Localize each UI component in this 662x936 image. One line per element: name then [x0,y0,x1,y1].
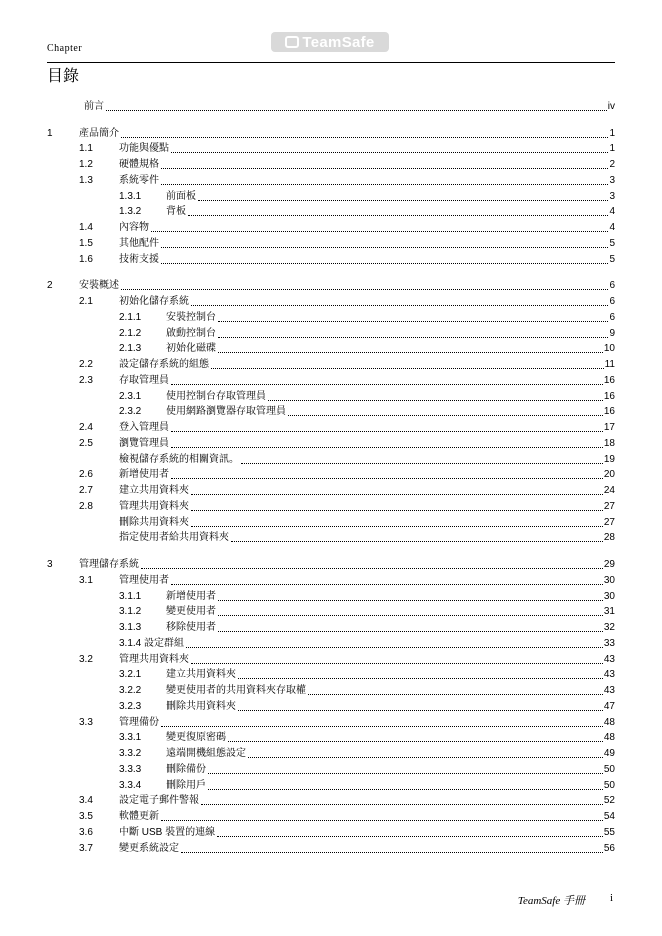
toc-entry[interactable] [47,587,615,603]
toc-entry-label: 管理共用資料夾 [119,653,189,665]
toc-entry-page: 48 [603,716,615,728]
toc-entry-number: 1.1 [79,143,93,155]
toc-entry-number: 3.3.1 [119,732,142,744]
toc-entry-label: 指定使用者給共用資料夾 [119,532,229,544]
toc-entry-page: 16 [603,406,615,418]
toc-dot-leader [161,184,608,185]
toc-entry-page: 5 [609,253,615,265]
toc-entry[interactable] [47,697,615,713]
toc-dot-leader [188,215,608,216]
toc-dot-leader [171,431,603,432]
toc-entry-page: 56 [603,842,615,854]
toc-dot-leader [161,820,603,821]
toc-entry-page: 1 [609,127,615,139]
toc-entry-number: 3.1.2 [119,606,142,618]
toc-entry-label: 初始化儲存系統 [119,296,189,307]
toc-entry-number: 3.2.3 [119,700,142,712]
toc-entry-number: 2.1 [79,296,93,307]
toc-dot-leader [161,726,603,727]
toc-entry-label: 刪除共用資料夾 [166,700,236,712]
toc-entry-number: 2.2 [79,359,93,370]
toc-dot-leader [218,631,603,632]
toc-entry-page: 29 [603,559,615,570]
toc-entry-label: 前面板 [166,190,196,202]
toc-entry-number: 2.3.2 [119,406,142,418]
toc-entry-page: 55 [603,826,615,838]
toc-entry-label: 建立共用資料夾 [166,669,236,681]
toc-dot-leader [208,789,603,790]
toc-entry[interactable] [47,355,615,371]
toc-entry[interactable] [47,277,615,293]
toc-entry-page: 3 [609,174,615,186]
toc-entry-number: 2.1.2 [119,327,142,339]
toc-entry[interactable] [47,529,615,545]
toc-entry-page: 54 [603,811,615,822]
toc-entry-page: 28 [603,532,615,544]
toc-dot-leader [191,663,603,664]
toc-entry-number: 1.2 [79,159,93,170]
toc-dot-leader [218,600,603,601]
toc-entry-label: 刪除備份 [166,763,206,775]
toc-entry-number: 3.3.2 [119,748,142,759]
toc-entry-label: 管理儲存系統 [79,559,139,570]
toc-dot-leader [141,568,603,569]
toc-entry[interactable] [47,250,615,266]
toc-dot-leader [191,510,603,511]
toc-entry-number: 2.3 [79,374,93,386]
toc-entry-label: 使用網路瀏覽器存取管理員 [166,406,286,418]
page-title: 目錄 [47,68,80,85]
toc-dot-leader [217,836,603,837]
toc-entry-label: 瀏覽管理員 [119,437,169,449]
toc-dot-leader [238,710,603,711]
toc-entry-label: 使用控制台存取管理員 [166,390,266,402]
toc-dot-leader [228,741,603,742]
toc-entry-label: 背板 [166,206,186,218]
toc-entry[interactable] [47,203,615,219]
toc-entry[interactable] [47,418,615,434]
toc-entry-page: 50 [603,779,615,791]
toc-entry[interactable] [47,371,615,387]
toc-entry[interactable] [47,324,615,340]
toc-entry[interactable] [47,792,615,808]
toc-entry-label: 軟體更新 [119,811,159,822]
toc-entry-page: 18 [603,437,615,449]
toc-entry-number: 2.5 [79,437,93,449]
toc-entry-label: 變更復原密碼 [166,732,226,744]
toc-entry-number: 2 [47,280,53,292]
toc-entry-page: 1 [609,143,615,155]
toc-dot-leader [171,584,603,585]
toc-entry-label: 中斷 USB 裝置的連線 [119,826,216,838]
chapter-label: Chapter [47,43,83,54]
toc-entry[interactable] [47,140,615,156]
toc-entry-page: 43 [603,669,615,681]
toc-entry-page: 2 [609,159,615,170]
toc-entry-number: 3.4 [79,795,93,807]
toc-entry-number: 2.4 [79,422,93,433]
toc-entry[interactable] [47,666,615,682]
toc-entry-number: 3.2 [79,653,93,665]
toc-entry-page: 31 [603,606,615,618]
toc-dot-leader [208,773,603,774]
toc-entry-page: 30 [603,574,615,586]
toc-entry-label: 硬體規格 [119,159,159,170]
toc-entry[interactable] [47,387,615,403]
toc-entry[interactable] [47,618,615,634]
toc-entry-number: 1.5 [79,237,93,249]
toc-dot-leader [218,337,608,338]
toc-entry-label: 功能與優點 [119,143,169,155]
toc-entry-number: 2.1.3 [119,343,142,355]
toc-entry[interactable] [47,571,615,587]
toc-entry-label: 檢視儲存系統的相關資訊。 [119,453,239,465]
toc-entry[interactable] [47,234,615,250]
toc-entry-label: 刪除用戶 [166,779,206,791]
toc-dot-leader [171,478,603,479]
toc-dot-leader [151,231,608,232]
toc-entry[interactable] [47,308,615,324]
toc-dot-leader [171,384,603,385]
toc-dot-leader [201,804,603,805]
toc-entry-page: 20 [603,469,615,481]
toc-entry[interactable] [47,729,615,745]
toc-entry-page: 4 [609,222,615,233]
toc-dot-leader [161,168,608,169]
toc-entry-label: 刪除共用資料夾 [119,516,189,528]
logo-mark-icon [285,36,299,48]
toc-entry-number: 3.6 [79,826,93,838]
toc-entry[interactable] [47,776,615,792]
toc-entry-label: 其他配件 [119,237,159,249]
toc-entry-label: 技術支援 [119,253,159,265]
toc-entry-page: 5 [609,237,615,249]
toc-entry-label: 啟動控制台 [166,327,216,339]
logo-text: TeamSafe [302,33,375,51]
toc-entry-page: 43 [603,685,615,696]
toc-entry[interactable] [47,403,615,419]
toc-entry-label: 3.1.4 設定群組 [119,637,185,649]
toc-entry[interactable] [47,171,615,187]
toc-entry-page: 11 [604,359,615,370]
toc-entry-label: 變更使用者的共用資料夾存取權 [166,685,306,696]
toc-dot-leader [121,289,608,290]
toc-entry-number: 1.3.2 [119,206,142,218]
toc-dot-leader [248,757,603,758]
toc-entry-page: 27 [603,516,615,528]
toc-entry[interactable] [47,434,615,450]
teamsafe-logo [271,32,389,52]
toc-entry-number: 3.1.1 [119,590,142,602]
toc-entry-label: 新增使用者 [166,590,216,602]
toc-entry-label: 系統零件 [119,174,159,186]
toc-dot-leader [191,305,608,306]
toc-entry-number: 2.7 [79,485,93,496]
toc-dot-leader [218,321,608,322]
toc-dot-leader [231,541,603,542]
toc-entry-label: 產品簡介 [79,127,119,139]
toc-dot-leader [186,647,603,648]
toc-entry-page: 17 [603,422,615,433]
toc-entry-label: 變更使用者 [166,606,216,618]
toc-entry[interactable] [47,603,615,619]
toc-dot-leader [121,137,608,138]
toc-entry-number: 3.7 [79,842,93,854]
toc-entry-number: 3.1 [79,574,93,586]
table-of-contents [47,97,615,855]
toc-entry-label: 內容物 [119,222,149,233]
toc-entry[interactable] [47,155,615,171]
toc-entry-number: 3.2.2 [119,685,142,696]
page-header [47,30,615,63]
toc-entry-label: 管理備份 [119,716,159,728]
toc-entry-page: 19 [603,453,615,465]
toc-entry[interactable] [47,681,615,697]
toc-entry-label: 遠端開機組態設定 [166,748,246,759]
toc-entry-number: 3.5 [79,811,93,822]
toc-entry-page: 6 [609,280,615,292]
toc-entry[interactable] [47,124,615,140]
toc-entry-number: 2.3.1 [119,390,142,402]
toc-entry-number: 3.2.1 [119,669,142,681]
toc-dot-leader [218,615,603,616]
toc-entry[interactable] [47,187,615,203]
toc-entry-label: 前言 [84,100,104,112]
toc-entry[interactable] [47,555,615,571]
toc-entry-label: 管理使用者 [119,574,169,586]
toc-entry[interactable] [47,807,615,823]
toc-entry[interactable] [47,839,615,855]
toc-entry-number: 3.3 [79,716,93,728]
toc-entry-page: 48 [603,732,615,744]
toc-entry-number: 1.3 [79,174,93,186]
toc-dot-leader [181,852,603,853]
toc-dot-leader [171,447,603,448]
toc-entry-label: 管理共用資料夾 [119,500,189,512]
toc-dot-leader [106,110,607,111]
toc-entry-page: 32 [603,622,615,633]
toc-entry[interactable] [47,497,615,513]
toc-entry[interactable] [47,650,615,666]
toc-entry-page: 9 [609,327,615,339]
toc-entry-label: 新增使用者 [119,469,169,481]
toc-entry-label: 設定電子郵件警報 [119,795,199,807]
toc-dot-leader [191,526,603,527]
manual-title: TeamSafe 手冊 [517,895,585,907]
toc-entry-number: 3.1.3 [119,622,142,633]
toc-entry[interactable] [47,466,615,482]
toc-entry[interactable] [47,634,615,650]
toc-entry[interactable] [47,513,615,529]
toc-entry[interactable] [47,450,615,466]
toc-entry[interactable] [47,340,615,356]
toc-dot-leader [238,678,603,679]
toc-entry-page: 16 [603,390,615,402]
toc-entry-number: 1.6 [79,253,93,265]
toc-entry-number: 1 [47,127,53,139]
toc-entry-number: 2.8 [79,500,93,512]
toc-dot-leader [191,494,603,495]
toc-entry-page: 3 [609,190,615,202]
toc-entry-label: 安裝概述 [79,280,119,292]
toc-entry-number: 2.1.1 [119,311,142,323]
page-footer [0,888,662,908]
toc-dot-leader [308,694,603,695]
toc-entry-label: 初始化磁碟 [166,343,216,355]
toc-dot-leader [218,352,603,353]
toc-entry-page: 10 [603,343,615,355]
toc-entry-number: 3 [47,559,53,570]
toc-entry[interactable] [47,760,615,776]
toc-entry-page: 30 [603,590,615,602]
toc-entry-page: 33 [603,637,615,649]
toc-entry[interactable] [47,744,615,760]
toc-entry-page: 43 [603,653,615,665]
toc-entry-page: 47 [603,700,615,712]
toc-entry-number: 3.3.4 [119,779,142,791]
toc-entry-page: 6 [609,296,615,307]
toc-dot-leader [161,263,608,264]
toc-dot-leader [171,152,608,153]
toc-entry-label: 設定儲存系統的組態 [119,359,209,370]
toc-entry[interactable] [47,97,615,113]
toc-entry[interactable] [47,218,615,234]
toc-entry-page: 24 [603,485,615,496]
toc-dot-leader [161,247,608,248]
toc-entry-number: 3.3.3 [119,763,142,775]
toc-entry-number: 1.3.1 [119,190,142,202]
toc-entry-label: 變更系統設定 [119,842,179,854]
toc-entry[interactable] [47,481,615,497]
page-number: i [609,892,613,904]
toc-entry-page: 50 [603,763,615,775]
toc-entry-page: 49 [603,748,615,759]
toc-entry-label: 安裝控制台 [166,311,216,323]
toc-dot-leader [198,200,608,201]
toc-entry-number: 2.6 [79,469,93,481]
toc-dot-leader [241,463,603,464]
toc-entry-page: 16 [603,374,615,386]
toc-entry-page: 27 [603,500,615,512]
toc-dot-leader [288,415,603,416]
toc-entry-page: 6 [609,311,615,323]
toc-entry-label: 建立共用資料夾 [119,485,189,496]
toc-entry-number: 1.4 [79,222,93,233]
toc-entry-label: 存取管理員 [119,374,169,386]
toc-entry[interactable] [47,823,615,839]
toc-entry-label: 移除使用者 [166,622,216,633]
toc-entry-page: iv [607,100,615,112]
toc-dot-leader [268,400,603,401]
toc-entry[interactable] [47,713,615,729]
toc-entry[interactable] [47,292,615,308]
toc-dot-leader [211,368,604,369]
toc-entry-label: 登入管理員 [119,422,169,433]
toc-entry-page: 4 [609,206,615,218]
toc-entry-page: 52 [603,795,615,807]
